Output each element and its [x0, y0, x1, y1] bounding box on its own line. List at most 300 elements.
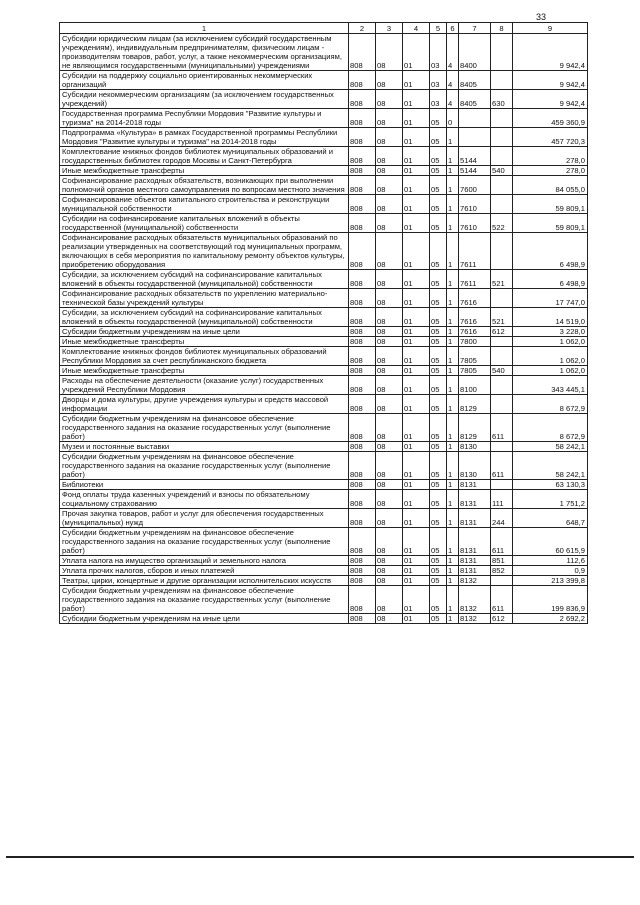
expense-type-cell — [491, 337, 513, 347]
subprogram-cell: 1 — [447, 414, 459, 442]
amount-cell: 6 498,9 — [513, 270, 588, 289]
podrazdel-cell: 01 — [403, 270, 430, 289]
expense-type-cell: 540 — [491, 166, 513, 176]
program-cell: 05 — [430, 195, 447, 214]
podrazdel-cell: 01 — [403, 195, 430, 214]
podrazdel-cell: 01 — [403, 442, 430, 452]
table-row — [60, 289, 588, 308]
razdel-cell: 08 — [376, 327, 403, 337]
program-cell: 05 — [430, 308, 447, 327]
table-row — [60, 442, 588, 452]
subprogram-cell: 1 — [447, 347, 459, 366]
razdel-cell: 08 — [376, 586, 403, 614]
glava-cell: 808 — [349, 195, 376, 214]
subprogram-cell: 1 — [447, 337, 459, 347]
table-row — [60, 34, 588, 71]
table-header — [60, 23, 588, 34]
glava-cell: 808 — [349, 34, 376, 71]
subprogram-cell: 0 — [447, 109, 459, 128]
expense-type-cell — [491, 195, 513, 214]
subprogram-cell: 4 — [447, 71, 459, 90]
amount-cell: 3 228,0 — [513, 327, 588, 337]
podrazdel-cell: 01 — [403, 452, 430, 480]
podrazdel-cell: 01 — [403, 233, 430, 270]
razdel-cell: 08 — [376, 452, 403, 480]
razdel-cell: 08 — [376, 576, 403, 586]
amount-cell: 58 242,1 — [513, 442, 588, 452]
program-cell: 03 — [430, 71, 447, 90]
amount-cell: 9 942,4 — [513, 34, 588, 71]
expense-type-cell: 612 — [491, 614, 513, 624]
table-row — [60, 71, 588, 90]
program-cell: 05 — [430, 128, 447, 147]
page-number: 33 — [536, 12, 547, 22]
subprogram-cell: 1 — [447, 214, 459, 233]
subprogram-cell: 1 — [447, 490, 459, 509]
name-cell: Субсидии, за исключением субсидий на софинансирование капитальных вложений в объекты государственной (муниципальной) собственности — [60, 270, 349, 289]
target-article-cell: 8400 — [459, 34, 491, 71]
amount-cell: 343 445,1 — [513, 376, 588, 395]
subprogram-cell: 1 — [447, 166, 459, 176]
name-cell: Дворцы и дома культуры, другие учреждения культуры и средств массовой информации — [60, 395, 349, 414]
glava-cell: 808 — [349, 176, 376, 195]
razdel-cell: 08 — [376, 308, 403, 327]
table-row — [60, 366, 588, 376]
name-cell: Субсидии некоммерческим организациям (за исключением государственных учреждений) — [60, 90, 349, 109]
program-cell: 05 — [430, 528, 447, 556]
podrazdel-cell: 01 — [403, 586, 430, 614]
name-cell: Субсидии бюджетным учреждениям на финансовое обеспечение государственного задания на оказание государственных услуг (выполнение работ) — [60, 452, 349, 480]
podrazdel-cell: 01 — [403, 128, 430, 147]
name-cell: Иные межбюджетные трансферты — [60, 337, 349, 347]
subprogram-cell: 1 — [447, 327, 459, 337]
glava-cell: 808 — [349, 376, 376, 395]
expense-type-cell: 851 — [491, 556, 513, 566]
program-cell: 05 — [430, 327, 447, 337]
razdel-cell: 08 — [376, 147, 403, 166]
razdel-cell: 08 — [376, 109, 403, 128]
target-article-cell: 5144 — [459, 147, 491, 166]
amount-cell: 60 615,9 — [513, 528, 588, 556]
glava-cell: 808 — [349, 289, 376, 308]
program-cell: 05 — [430, 376, 447, 395]
expense-type-cell: 611 — [491, 452, 513, 480]
glava-cell: 808 — [349, 452, 376, 480]
glava-cell: 808 — [349, 109, 376, 128]
podrazdel-cell: 01 — [403, 90, 430, 109]
table-row — [60, 308, 588, 327]
name-cell: Прочая закупка товаров, работ и услуг для обеспечения государственных (муниципальных) нужд — [60, 509, 349, 528]
subprogram-cell: 1 — [447, 566, 459, 576]
podrazdel-cell: 01 — [403, 214, 430, 233]
subprogram-cell: 1 — [447, 289, 459, 308]
program-cell: 05 — [430, 576, 447, 586]
target-article-cell: 7600 — [459, 176, 491, 195]
expense-type-cell — [491, 442, 513, 452]
podrazdel-cell: 01 — [403, 337, 430, 347]
amount-cell: 17 747,0 — [513, 289, 588, 308]
podrazdel-cell: 01 — [403, 166, 430, 176]
target-article-cell: 8131 — [459, 556, 491, 566]
amount-cell: 8 672,9 — [513, 395, 588, 414]
expense-type-cell — [491, 176, 513, 195]
column-header-1: 1 — [60, 23, 349, 34]
amount-cell: 9 942,4 — [513, 71, 588, 90]
podrazdel-cell: 01 — [403, 366, 430, 376]
table-row — [60, 566, 588, 576]
name-cell: Субсидии бюджетным учреждениям на финансовое обеспечение государственного задания на оказание государственных услуг (выполнение работ) — [60, 528, 349, 556]
expense-type-cell: 611 — [491, 528, 513, 556]
amount-cell: 1 751,2 — [513, 490, 588, 509]
name-cell: Музеи и постоянные выставки — [60, 442, 349, 452]
column-header-4: 4 — [403, 23, 430, 34]
subprogram-cell: 1 — [447, 395, 459, 414]
expense-type-cell: 612 — [491, 327, 513, 337]
subprogram-cell: 1 — [447, 576, 459, 586]
expense-type-cell: 111 — [491, 490, 513, 509]
target-article-cell: 7611 — [459, 233, 491, 270]
column-header-6: 6 — [447, 23, 459, 34]
budget-table — [59, 22, 588, 624]
amount-cell: 1 062,0 — [513, 347, 588, 366]
subprogram-cell: 1 — [447, 556, 459, 566]
table-body — [60, 34, 588, 624]
table-row — [60, 452, 588, 480]
podrazdel-cell: 01 — [403, 347, 430, 366]
target-article-cell: 7611 — [459, 270, 491, 289]
target-article-cell: 7616 — [459, 308, 491, 327]
podrazdel-cell: 01 — [403, 109, 430, 128]
expense-type-cell — [491, 147, 513, 166]
name-cell: Комплектование книжных фондов библиотек муниципальных образований и государственных библиотек городов Москвы и Санкт-Петербурга — [60, 147, 349, 166]
subprogram-cell: 4 — [447, 34, 459, 71]
razdel-cell: 08 — [376, 366, 403, 376]
amount-cell: 0,9 — [513, 566, 588, 576]
target-article-cell: 8132 — [459, 614, 491, 624]
program-cell: 05 — [430, 347, 447, 366]
glava-cell: 808 — [349, 414, 376, 442]
table-row — [60, 509, 588, 528]
amount-cell: 278,0 — [513, 147, 588, 166]
subprogram-cell: 1 — [447, 308, 459, 327]
table-row — [60, 395, 588, 414]
expense-type-cell: 540 — [491, 366, 513, 376]
podrazdel-cell: 01 — [403, 576, 430, 586]
table-row — [60, 128, 588, 147]
expense-type-cell — [491, 109, 513, 128]
program-cell: 05 — [430, 147, 447, 166]
name-cell: Субсидии бюджетным учреждениям на финансовое обеспечение государственного задания на оказание государственных услуг (выполнение работ) — [60, 414, 349, 442]
podrazdel-cell: 01 — [403, 480, 430, 490]
amount-cell: 213 399,8 — [513, 576, 588, 586]
expense-type-cell: 611 — [491, 414, 513, 442]
name-cell: Софинансирование расходных обязательств по укреплению материально-технической базы учреждений культуры — [60, 289, 349, 308]
podrazdel-cell: 01 — [403, 34, 430, 71]
name-cell: Софинансирование расходных обязательств, возникающих при выполнении полномочий органов местного самоуправления по вопросам местного значения — [60, 176, 349, 195]
podrazdel-cell: 01 — [403, 147, 430, 166]
program-cell: 05 — [430, 509, 447, 528]
glava-cell: 808 — [349, 71, 376, 90]
target-article-cell: 8131 — [459, 566, 491, 576]
amount-cell: 2 692,2 — [513, 614, 588, 624]
program-cell: 05 — [430, 566, 447, 576]
podrazdel-cell: 01 — [403, 376, 430, 395]
target-article-cell: 8131 — [459, 480, 491, 490]
glava-cell: 808 — [349, 395, 376, 414]
amount-cell: 6 498,9 — [513, 233, 588, 270]
program-cell: 05 — [430, 586, 447, 614]
target-article-cell: 5144 — [459, 166, 491, 176]
name-cell: Субсидии, за исключением субсидий на софинансирование капитальных вложений в объекты государственной (муниципальной) собственности — [60, 308, 349, 327]
target-article-cell: 8405 — [459, 71, 491, 90]
name-cell: Расходы на обеспечение деятельности (оказание услуг) государственных учреждений Республики Мордовия — [60, 376, 349, 395]
expense-type-cell — [491, 128, 513, 147]
subprogram-cell: 1 — [447, 195, 459, 214]
amount-cell: 648,7 — [513, 509, 588, 528]
name-cell: Субсидии на поддержку социально ориентированных некоммерческих организаций — [60, 71, 349, 90]
expense-type-cell: 244 — [491, 509, 513, 528]
amount-cell: 1 062,0 — [513, 337, 588, 347]
razdel-cell: 08 — [376, 71, 403, 90]
subprogram-cell: 1 — [447, 586, 459, 614]
table-row — [60, 528, 588, 556]
program-cell: 05 — [430, 480, 447, 490]
subprogram-cell: 1 — [447, 376, 459, 395]
table-row — [60, 176, 588, 195]
glava-cell: 808 — [349, 270, 376, 289]
expense-type-cell — [491, 347, 513, 366]
name-cell: Фонд оплаты труда казенных учреждений и взносы по обязательному социальному страхованию — [60, 490, 349, 509]
subprogram-cell: 1 — [447, 614, 459, 624]
name-cell: Софинансирование расходных обязательств муниципальных образований по реализации утвержденных на соответствующий год муниципальных программ, включающих в себя мероприятия по капитальному ремонту объектов культуры, приобретению оборудования — [60, 233, 349, 270]
glava-cell: 808 — [349, 586, 376, 614]
target-article-cell — [459, 128, 491, 147]
table-row — [60, 233, 588, 270]
table-row — [60, 195, 588, 214]
glava-cell: 808 — [349, 90, 376, 109]
target-article-cell: 8131 — [459, 490, 491, 509]
glava-cell: 808 — [349, 337, 376, 347]
glava-cell: 808 — [349, 147, 376, 166]
expense-type-cell — [491, 480, 513, 490]
table-row — [60, 376, 588, 395]
razdel-cell: 08 — [376, 566, 403, 576]
podrazdel-cell: 01 — [403, 395, 430, 414]
name-cell: Субсидии бюджетным учреждениям на иные цели — [60, 327, 349, 337]
name-cell: Театры, цирки, концертные и другие организации исполнительских искусств — [60, 576, 349, 586]
razdel-cell: 08 — [376, 214, 403, 233]
column-header-8: 8 — [491, 23, 513, 34]
target-article-cell: 8132 — [459, 586, 491, 614]
razdel-cell: 08 — [376, 34, 403, 71]
expense-type-cell: 522 — [491, 214, 513, 233]
name-cell: Библиотеки — [60, 480, 349, 490]
table-row — [60, 214, 588, 233]
podrazdel-cell: 01 — [403, 509, 430, 528]
program-cell: 05 — [430, 614, 447, 624]
subprogram-cell: 1 — [447, 176, 459, 195]
glava-cell: 808 — [349, 490, 376, 509]
amount-cell: 59 809,1 — [513, 214, 588, 233]
razdel-cell: 08 — [376, 509, 403, 528]
expense-type-cell — [491, 34, 513, 71]
program-cell: 05 — [430, 109, 447, 128]
subprogram-cell: 1 — [447, 270, 459, 289]
name-cell: Субсидии бюджетным учреждениям на финансовое обеспечение государственного задания на оказание государственных услуг (выполнение работ) — [60, 586, 349, 614]
table-row — [60, 337, 588, 347]
column-header-3: 3 — [376, 23, 403, 34]
bottom-rule — [6, 856, 634, 858]
amount-cell: 1 062,0 — [513, 366, 588, 376]
razdel-cell: 08 — [376, 556, 403, 566]
name-cell: Софинансирование объектов капитального строительства и реконструкции муниципальной собственности — [60, 195, 349, 214]
program-cell: 05 — [430, 214, 447, 233]
subprogram-cell: 1 — [447, 452, 459, 480]
expense-type-cell: 852 — [491, 566, 513, 576]
program-cell: 05 — [430, 233, 447, 270]
target-article-cell: 7800 — [459, 337, 491, 347]
table-row — [60, 147, 588, 166]
glava-cell: 808 — [349, 327, 376, 337]
razdel-cell: 08 — [376, 480, 403, 490]
subprogram-cell: 4 — [447, 90, 459, 109]
table-row — [60, 586, 588, 614]
expense-type-cell — [491, 233, 513, 270]
subprogram-cell: 1 — [447, 233, 459, 270]
podrazdel-cell: 01 — [403, 327, 430, 337]
amount-cell: 8 672,9 — [513, 414, 588, 442]
subprogram-cell: 1 — [447, 147, 459, 166]
target-article-cell — [459, 109, 491, 128]
podrazdel-cell: 01 — [403, 414, 430, 442]
amount-cell: 59 809,1 — [513, 195, 588, 214]
program-cell: 05 — [430, 556, 447, 566]
amount-cell: 63 130,3 — [513, 480, 588, 490]
table-row — [60, 480, 588, 490]
glava-cell: 808 — [349, 614, 376, 624]
razdel-cell: 08 — [376, 233, 403, 270]
glava-cell: 808 — [349, 556, 376, 566]
program-cell: 03 — [430, 90, 447, 109]
table-row — [60, 556, 588, 566]
table-row — [60, 90, 588, 109]
name-cell: Подпрограмма «Культура» в рамках Государственной программы Республики Мордовия "Развитие культуры и туризма" на 2014-2018 годы — [60, 128, 349, 147]
subprogram-cell: 1 — [447, 528, 459, 556]
podrazdel-cell: 01 — [403, 490, 430, 509]
amount-cell: 14 519,0 — [513, 308, 588, 327]
amount-cell: 199 836,9 — [513, 586, 588, 614]
target-article-cell: 7805 — [459, 347, 491, 366]
program-cell: 03 — [430, 34, 447, 71]
razdel-cell: 08 — [376, 614, 403, 624]
glava-cell: 808 — [349, 366, 376, 376]
razdel-cell: 08 — [376, 270, 403, 289]
expense-type-cell: 521 — [491, 270, 513, 289]
glava-cell: 808 — [349, 566, 376, 576]
razdel-cell: 08 — [376, 195, 403, 214]
podrazdel-cell: 01 — [403, 614, 430, 624]
subprogram-cell: 1 — [447, 366, 459, 376]
table-row — [60, 270, 588, 289]
column-header-9: 9 — [513, 23, 588, 34]
amount-cell: 112,6 — [513, 556, 588, 566]
target-article-cell: 8131 — [459, 509, 491, 528]
razdel-cell: 08 — [376, 414, 403, 442]
podrazdel-cell: 01 — [403, 71, 430, 90]
column-header-7: 7 — [459, 23, 491, 34]
razdel-cell: 08 — [376, 490, 403, 509]
glava-cell: 808 — [349, 442, 376, 452]
program-cell: 05 — [430, 452, 447, 480]
expense-type-cell: 521 — [491, 308, 513, 327]
name-cell: Иные межбюджетные трансферты — [60, 366, 349, 376]
target-article-cell: 7805 — [459, 366, 491, 376]
column-header-2: 2 — [349, 23, 376, 34]
program-cell: 05 — [430, 366, 447, 376]
target-article-cell: 8129 — [459, 395, 491, 414]
column-header-5: 5 — [430, 23, 447, 34]
target-article-cell: 8130 — [459, 452, 491, 480]
glava-cell: 808 — [349, 308, 376, 327]
razdel-cell: 08 — [376, 289, 403, 308]
name-cell: Государственная программа Республики Мордовия "Развитие культуры и туризма" на 2014-2018 годы — [60, 109, 349, 128]
expense-type-cell: 611 — [491, 586, 513, 614]
razdel-cell: 08 — [376, 337, 403, 347]
target-article-cell: 8405 — [459, 90, 491, 109]
expense-type-cell — [491, 576, 513, 586]
name-cell: Субсидии юридическим лицам (за исключением субсидий государственным учреждениям), индивидуальным предпринимателям, физическим лицам - производителям товаров, работ, услуг, а также некоммерческим организациям, не являющимся государственными (муниципальными) учреждениями — [60, 34, 349, 71]
glava-cell: 808 — [349, 214, 376, 233]
program-cell: 05 — [430, 395, 447, 414]
table-row — [60, 490, 588, 509]
glava-cell: 808 — [349, 528, 376, 556]
podrazdel-cell: 01 — [403, 528, 430, 556]
glava-cell: 808 — [349, 233, 376, 270]
razdel-cell: 08 — [376, 442, 403, 452]
amount-cell: 457 720,3 — [513, 128, 588, 147]
glava-cell: 808 — [349, 576, 376, 586]
expense-type-cell — [491, 71, 513, 90]
amount-cell: 84 055,0 — [513, 176, 588, 195]
target-article-cell: 7616 — [459, 289, 491, 308]
target-article-cell: 7616 — [459, 327, 491, 337]
target-article-cell: 8131 — [459, 528, 491, 556]
table-row — [60, 327, 588, 337]
subprogram-cell: 1 — [447, 128, 459, 147]
program-cell: 05 — [430, 176, 447, 195]
expense-type-cell — [491, 289, 513, 308]
podrazdel-cell: 01 — [403, 556, 430, 566]
expense-type-cell — [491, 376, 513, 395]
target-article-cell: 8132 — [459, 576, 491, 586]
target-article-cell: 8129 — [459, 414, 491, 442]
razdel-cell: 08 — [376, 376, 403, 395]
table-row — [60, 109, 588, 128]
expense-type-cell — [491, 395, 513, 414]
amount-cell: 278,0 — [513, 166, 588, 176]
name-cell: Уплата налога на имущество организаций и земельного налога — [60, 556, 349, 566]
table-row — [60, 614, 588, 624]
amount-cell: 9 942,4 — [513, 90, 588, 109]
podrazdel-cell: 01 — [403, 289, 430, 308]
name-cell: Субсидии на софинансирование капитальных вложений в объекты государственной (муниципальной) собственности — [60, 214, 349, 233]
target-article-cell: 8130 — [459, 442, 491, 452]
program-cell: 05 — [430, 270, 447, 289]
expense-type-cell: 630 — [491, 90, 513, 109]
name-cell: Уплата прочих налогов, сборов и иных платежей — [60, 566, 349, 576]
program-cell: 05 — [430, 442, 447, 452]
name-cell: Субсидии бюджетным учреждениям на иные цели — [60, 614, 349, 624]
